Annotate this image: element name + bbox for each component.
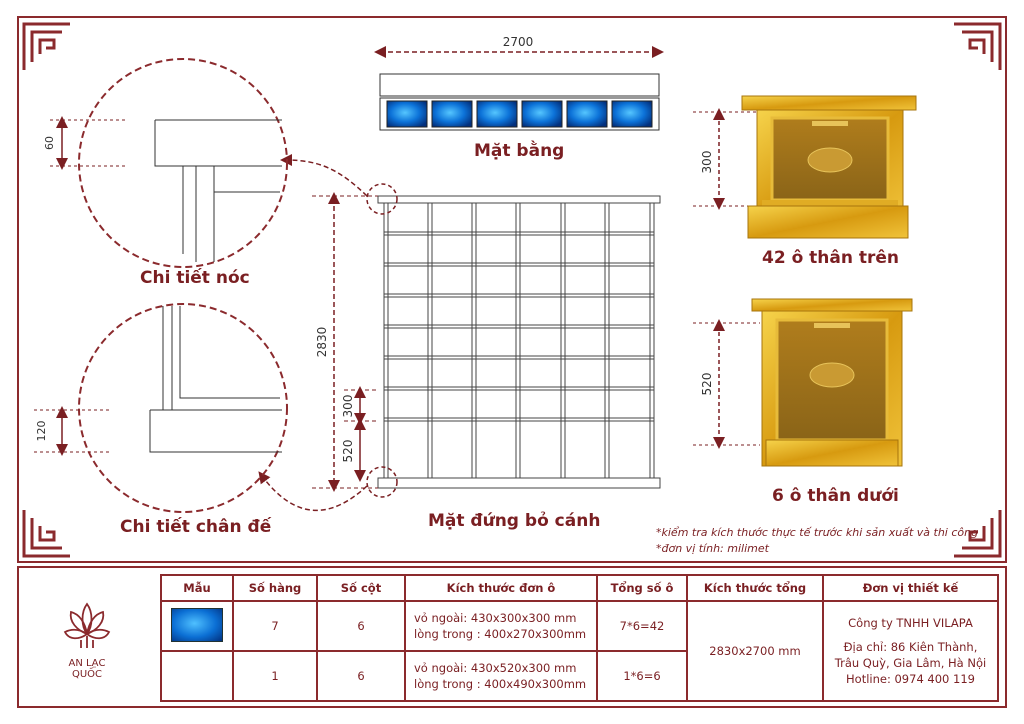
designer-address: Địa chỉ: 86 Kiên Thành, Trâu Quỳ, Gia Lâm, Hà Nội bbox=[834, 640, 987, 670]
top-detail-dimension-label: 60 bbox=[43, 136, 56, 150]
corner-ornament-bottom-left bbox=[24, 510, 70, 556]
total-value: 1*6=6 bbox=[597, 651, 687, 701]
total-value: 7*6=42 bbox=[597, 601, 687, 651]
base-detail-dimension-label: 120 bbox=[35, 420, 48, 442]
upper-cell-dimension-label: 300 bbox=[341, 394, 355, 418]
plan-cell bbox=[477, 101, 517, 127]
lotus-logo-icon bbox=[59, 596, 115, 652]
cols-value: 6 bbox=[317, 651, 405, 701]
plan-cell bbox=[612, 101, 652, 127]
table-header-row bbox=[161, 575, 998, 601]
blue-cell-swatch bbox=[171, 608, 223, 642]
outer-size: vỏ ngoài: 430x520x300 mm bbox=[414, 661, 577, 675]
upper-niche-caption: 42 ô thân trên bbox=[762, 248, 900, 268]
corner-ornament-top-right bbox=[954, 24, 1000, 70]
sample-cell bbox=[161, 601, 233, 651]
designer-hotline: Hotline: 0974 400 119 bbox=[846, 672, 975, 686]
inner-size: lòng trong : 400x270x300mm bbox=[414, 627, 587, 641]
plan-cell bbox=[387, 101, 427, 127]
header-cols: Số cột bbox=[317, 575, 405, 601]
lower-niche-caption: 6 ô thân dưới bbox=[772, 486, 899, 506]
width-dimension-label: 2700 bbox=[502, 35, 534, 49]
base-detail-title: Chi tiết chân đế bbox=[120, 517, 272, 537]
header-sample: Mẫu bbox=[161, 575, 233, 601]
elevation-frame bbox=[378, 196, 660, 488]
logo bbox=[52, 596, 122, 680]
lower-niche-photo bbox=[752, 299, 912, 466]
unit-note: *đơn vị tính: milimet bbox=[656, 542, 769, 555]
top-detail-drawing bbox=[155, 120, 282, 262]
elevation-view-title: Mặt đứng bỏ cánh bbox=[428, 511, 601, 531]
sample-cell bbox=[161, 651, 233, 701]
designer-info bbox=[823, 601, 998, 701]
base-detail-leader bbox=[262, 476, 367, 510]
outer-size: vỏ ngoài: 430x300x300 mm bbox=[414, 611, 577, 625]
header-total-cells: Tổng số ô bbox=[597, 575, 687, 601]
top-detail-title: Chi tiết nóc bbox=[140, 268, 250, 288]
inner-size: lòng trong : 400x490x300mm bbox=[414, 677, 587, 691]
plan-view-title: Mặt bằng bbox=[474, 141, 565, 161]
designer-company: Công ty TNHH VILAPA bbox=[848, 616, 973, 630]
lower-cell-dimension-label: 520 bbox=[341, 439, 355, 463]
logo-name: AN LẠC QUỐC bbox=[68, 658, 106, 680]
overall-size-value: 2830x2700 mm bbox=[687, 601, 823, 701]
lower-photo-dimension-label: 520 bbox=[700, 372, 714, 396]
cell-size-value bbox=[405, 651, 597, 701]
plan-cell bbox=[522, 101, 562, 127]
height-dimension-label: 2830 bbox=[315, 326, 329, 358]
corner-ornament-top-left bbox=[24, 24, 70, 70]
upper-photo-dimension-label: 300 bbox=[700, 150, 714, 174]
upper-niche-photo bbox=[742, 96, 916, 238]
header-overall-size: Kích thước tổng bbox=[687, 575, 823, 601]
top-detail-marker bbox=[367, 184, 397, 214]
cols-value: 6 bbox=[317, 601, 405, 651]
rows-value: 1 bbox=[233, 651, 317, 701]
base-detail-drawing bbox=[150, 306, 282, 452]
header-cell-size: Kích thước đơn ô bbox=[405, 575, 597, 601]
base-detail-circle bbox=[79, 304, 287, 512]
spec-table bbox=[160, 574, 999, 702]
check-note: *kiểm tra kích thước thực tế trước khi sản xuất và thi công bbox=[656, 526, 979, 539]
base-detail-marker bbox=[367, 467, 397, 497]
rows-value: 7 bbox=[233, 601, 317, 651]
plan-cell bbox=[567, 101, 607, 127]
plan-cell bbox=[432, 101, 472, 127]
header-rows: Số hàng bbox=[233, 575, 317, 601]
header-designer: Đơn vị thiết kế bbox=[823, 575, 998, 601]
table-row bbox=[161, 601, 998, 651]
top-detail-dimension bbox=[50, 120, 128, 166]
cell-size-value bbox=[405, 601, 597, 651]
plan-top-bar bbox=[380, 74, 659, 96]
top-detail-leader bbox=[286, 160, 367, 196]
